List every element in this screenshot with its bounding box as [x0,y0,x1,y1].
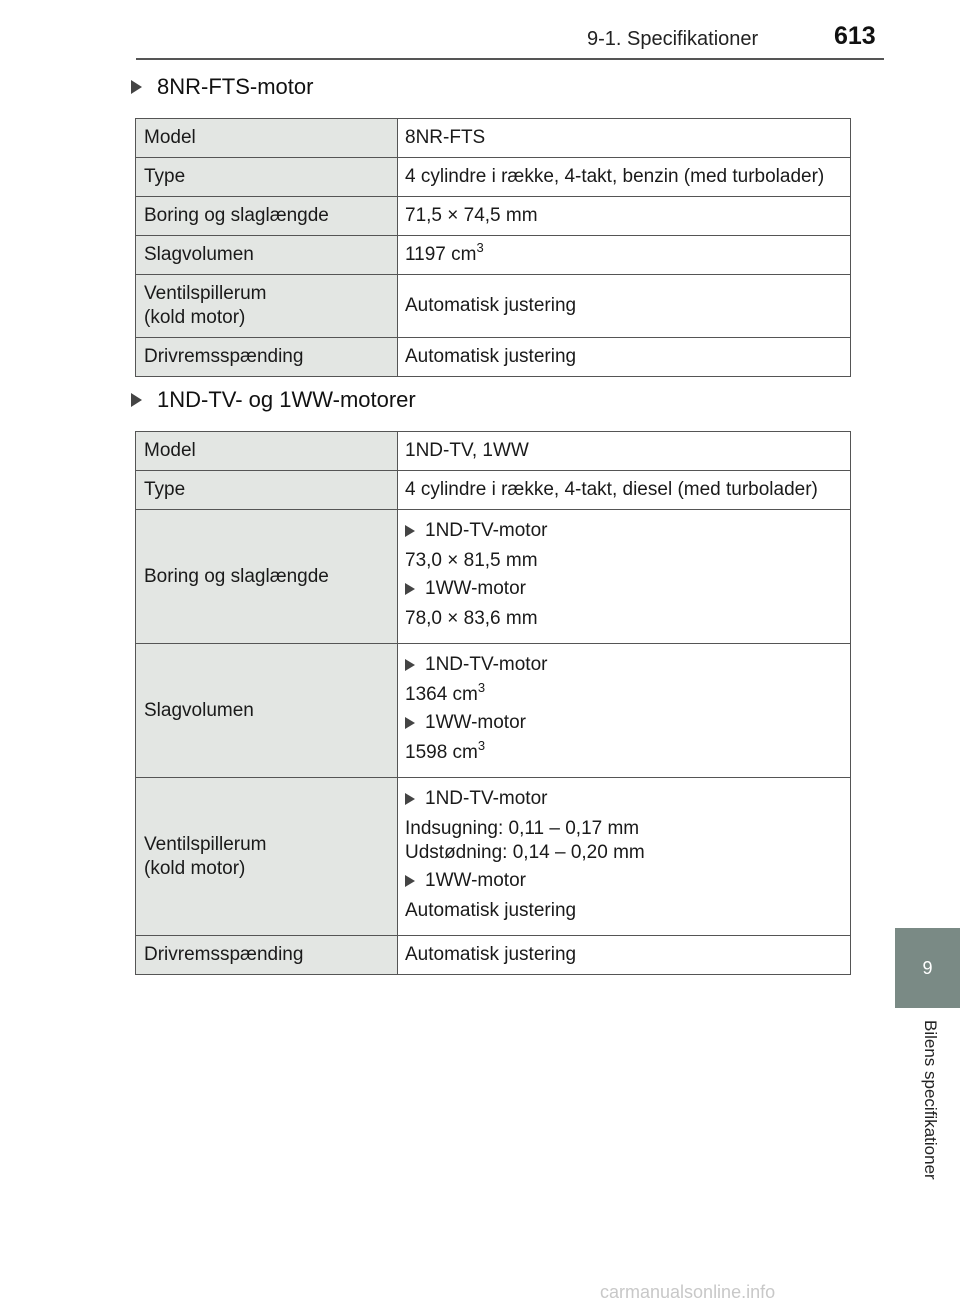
page-number: 613 [834,22,876,50]
section-heading-text: 1ND-TV- og 1WW-motorer [157,387,416,412]
table-row [136,275,851,338]
row-key: Model [136,432,398,471]
sub-value: Automatisk justering [405,900,577,921]
key-line: (kold motor) [144,307,246,328]
row-value [398,644,851,778]
value-text: 1197 cm [405,244,477,265]
value-text: 1364 cm [405,684,478,705]
row-value [398,778,851,936]
sub-values [405,784,843,929]
table-row [136,338,851,377]
sub-value: 78,0 × 83,6 mm [405,608,538,629]
table-row [136,432,851,471]
row-value [398,510,851,644]
triangle-bullet-icon [405,717,415,729]
sub-value: 73,0 × 81,5 mm [405,550,538,571]
row-value: 4 cylindre i række, 4-takt, diesel (med turbolader) [398,471,851,510]
section-heading-8nr [131,74,313,100]
sub-label: 1WW-motor [425,712,526,733]
value-line: Udstødning: 0,14 – 0,20 mm [405,842,645,863]
sub-label: 1ND-TV-motor [425,520,548,541]
table-row [136,119,851,158]
row-value: 71,5 × 74,5 mm [398,197,851,236]
triangle-bullet-icon [131,80,142,94]
table-row [136,936,851,975]
triangle-bullet-icon [131,393,142,407]
sub-label-row [405,577,843,601]
chapter-tab: 9 [895,928,960,1008]
table-row [136,778,851,936]
triangle-bullet-icon [405,875,415,887]
table-row [136,471,851,510]
row-value: 8NR-FTS [398,119,851,158]
table-row [136,510,851,644]
value-line: Indsugning: 0,11 – 0,17 mm [405,818,640,839]
section-heading-1nd-1ww [131,387,416,413]
row-value: Automatisk justering [398,936,851,975]
sub-label-row [405,787,843,811]
sub-label: 1WW-motor [425,578,526,599]
table-row [136,158,851,197]
triangle-bullet-icon [405,525,415,537]
row-key: Slagvolumen [136,644,398,778]
row-key [136,275,398,338]
row-key: Boring og slaglængde [136,510,398,644]
triangle-bullet-icon [405,659,415,671]
sub-value [405,680,843,707]
sub-label: 1ND-TV-motor [425,654,548,675]
row-key: Drivremsspænding [136,936,398,975]
key-line: Ventilspillerum [144,283,267,304]
row-key: Boring og slaglængde [136,197,398,236]
row-key: Type [136,158,398,197]
row-value [398,236,851,275]
superscript: 3 [477,680,486,695]
row-key: Type [136,471,398,510]
spec-table-8nr [135,118,851,377]
sub-value [405,817,843,865]
sub-value [405,738,843,765]
superscript: 3 [476,240,484,255]
triangle-bullet-icon [405,793,415,805]
chapter-label: Bilens specifikationer [921,1020,940,1180]
sub-label: 1WW-motor [425,870,526,891]
section-title: 9-1. Specifikationer [587,28,759,50]
sub-label: 1ND-TV-motor [425,788,548,809]
key-line: Ventilspillerum [144,833,267,855]
spec-table-1nd-1ww [135,431,851,975]
sub-label-row [405,711,843,735]
row-value: Automatisk justering [398,275,851,338]
row-key: Drivremsspænding [136,338,398,377]
triangle-bullet-icon [405,583,415,595]
sub-label-row [405,519,843,543]
row-key: Model [136,119,398,158]
key-line: (kold motor) [144,857,246,879]
header-divider [136,58,884,60]
sub-values [405,650,843,771]
table-row [136,197,851,236]
table-row [136,236,851,275]
superscript: 3 [477,738,486,753]
table-row [136,644,851,778]
row-value: Automatisk justering [398,338,851,377]
row-value: 1ND-TV, 1WW [398,432,851,471]
row-key [136,778,398,936]
value-text: 1598 cm [405,742,478,763]
sub-label-row [405,653,843,677]
sub-label-row [405,869,843,893]
row-key: Slagvolumen [136,236,398,275]
row-value: 4 cylindre i række, 4-takt, benzin (med turbolader) [398,158,851,197]
section-heading-text: 8NR-FTS-motor [157,74,314,99]
watermark: carmanualsonline.info [600,1282,776,1302]
sub-values [405,516,843,637]
